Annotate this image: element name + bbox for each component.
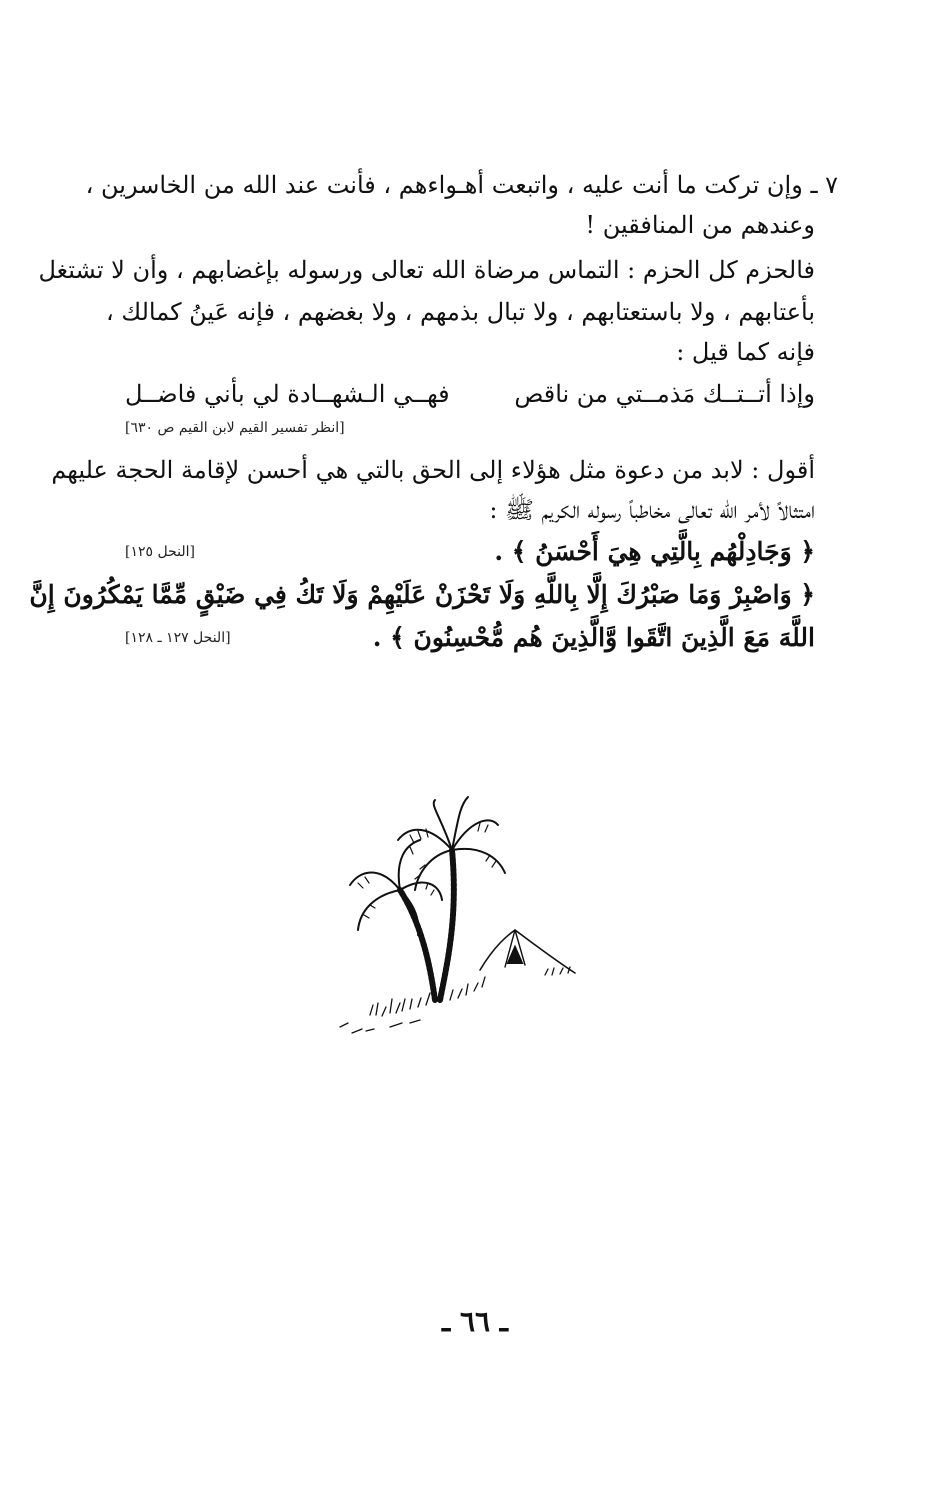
paragraph-2-line-2: امتثالاً لأمر الله تعالى مخاطباً رسوله الكريم ﷺ : — [489, 496, 815, 524]
verse-2-line-2: اللَّهَ مَعَ الَّذِينَ اتَّقَوا وَّالَّذِينَ هُم مُّحْسِنُونَ ﴾ . — [372, 623, 815, 652]
verse-1-reference: [النحل ١٢٥] — [125, 544, 195, 560]
verse-1-text: ﴿ وَجَادِلْهُم بِالَّتِي هِيَ أَحْسَنُ ﴾ . — [494, 537, 815, 566]
paragraph-1-line-1: فالحزم كل الحزم : التماس مرضاة الله تعالى ورسوله بإغضابهم ، وأن لا تشتغل — [38, 256, 815, 284]
paragraph-1-line-3: فإنه كما قيل : — [676, 338, 815, 366]
item-7-line-2: وعندهم من المنافقين ! — [585, 211, 815, 239]
verse-2-line-1: ﴿ وَاصْبِرْ وَمَا صَبْرُكَ إِلَّا بِاللَّهِ وَلَا تَحْزَنْ عَلَيْهِمْ وَلَا تَكُ فِي ضَيْقٍ مِّمَّا يَمْكُرُونَ إِنَّ — [29, 580, 815, 609]
poem-hemistich-1: وإذا أتــتــك مَذمــتي من ناقص — [514, 380, 815, 408]
verse-2-reference: [النحل ١٢٧ ـ ١٢٨] — [125, 630, 231, 646]
paragraph-1-line-2: بأعتابهم ، ولا باستعتابهم ، ولا تبال بذمهم ، ولا بغضهم ، فإنه عَينُ كمالك ، — [105, 298, 815, 326]
poem-reference: [انظر تفسير القيم لابن القيم ص ٦٣٠] — [125, 420, 345, 436]
paragraph-2-line-1: أقول : لابد من دعوة مثل هؤلاء إلى الحق بالتي هي أحسن لإقامة الحجة عليهم — [51, 456, 815, 484]
item-7-text: وإن تركت ما أنت عليه ، واتبعت أهـواءهم ، فأنت عند الله من الخاسرين ، — [85, 171, 803, 199]
item-7-line-1 — [85, 168, 838, 202]
poem-hemistich-2: فهــي الـشهــادة لي بأني فاضــل — [125, 380, 450, 408]
item-7-number: ٧ ـ — [810, 171, 838, 199]
page-number: ـ ٦٦ ـ — [442, 1305, 508, 1338]
palm-trees-tent-illustration — [330, 795, 600, 1045]
